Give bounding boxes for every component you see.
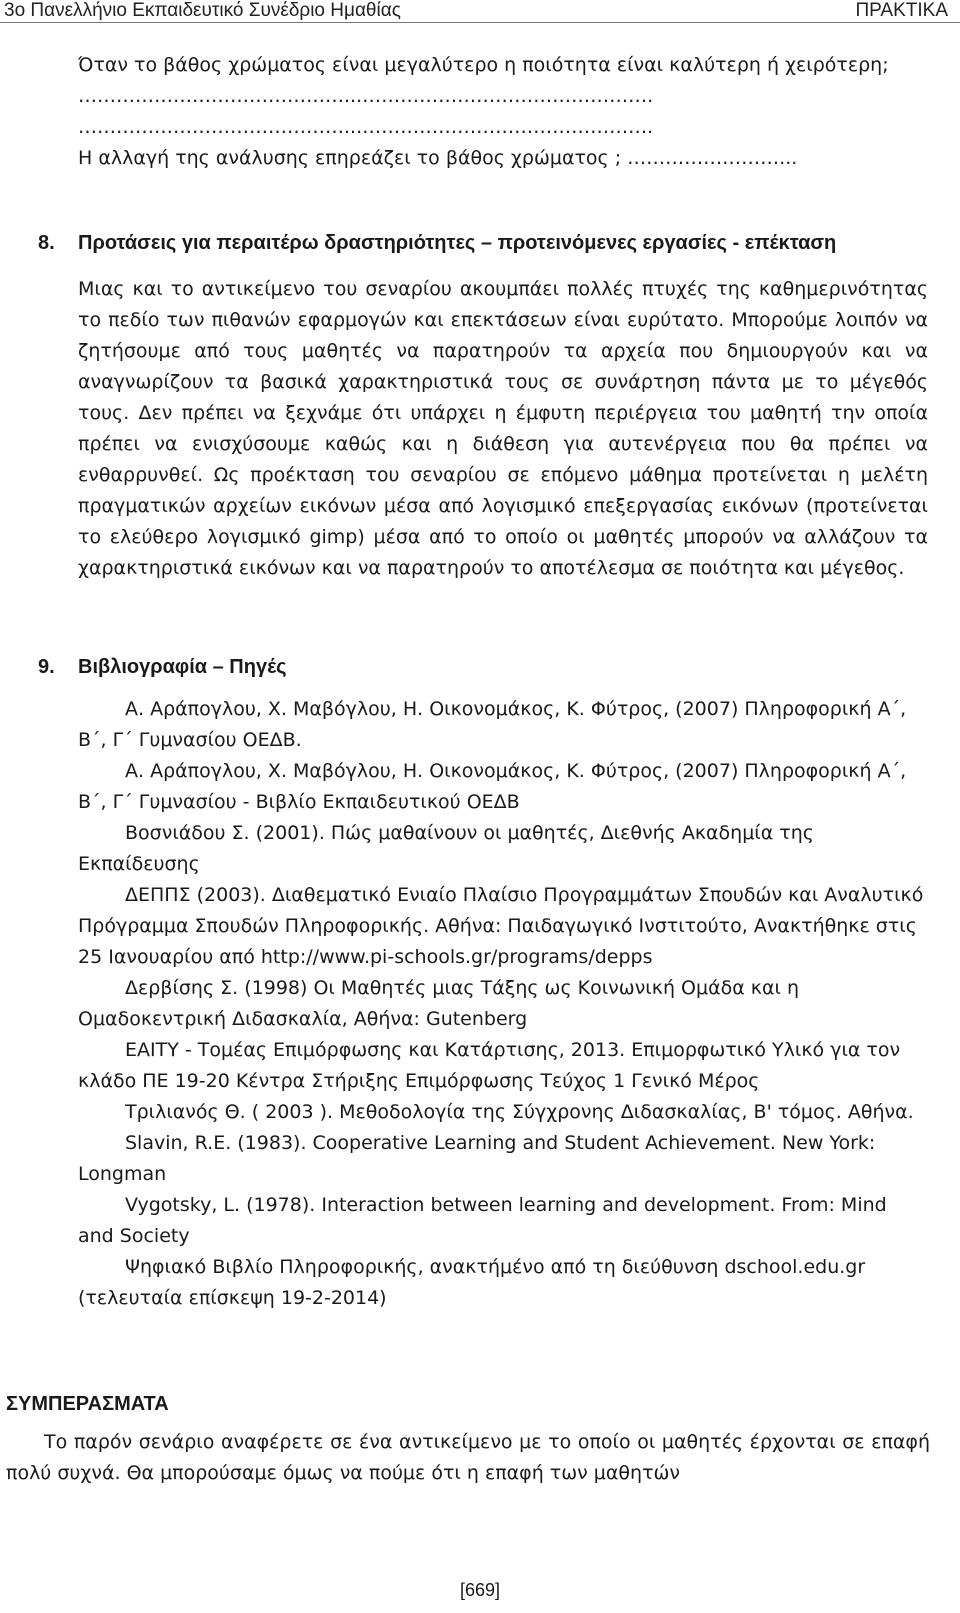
conference-title: 3ο Πανελλήνιο Εκπαιδευτικό Συνέδριο Ημαθίας	[4, 0, 401, 21]
reference-item: Slavin, R.E. (1983). Cooperative Learning and Student Achievement. New York: Longman	[78, 1132, 876, 1185]
question-color-depth: Όταν το βάθος χρώματος είναι μεγαλύτερο η ποιότητα είναι καλύτερη ή χειρότερη;	[78, 54, 889, 76]
references-list	[78, 694, 928, 1314]
section-8-body	[78, 274, 928, 584]
proceedings-label: ΠΡΑΚΤΙΚΑ	[855, 0, 948, 21]
section-9-number: 9.	[38, 656, 55, 678]
reference-item: Δερβίσης Σ. (1998) Οι Μαθητές μιας Τάξης ως Κοινωνική Ομάδα και η Ομαδοκεντρική Διδασκαλία, Αθήνα: Gutenberg	[78, 977, 800, 1030]
answer-dots-1: ……………………………………...……………………………………….	[78, 85, 654, 107]
answer-dots-2: ……………………………………...……………………………………….	[78, 116, 654, 138]
conclusions-paragraph: Το παρόν σενάριο αναφέρετε σε ένα αντικείμενο με το οποίο οι μαθητές έρχονται σε επαφή πολύ συχνά. Θα μπορούσαμε όμως να πούμε ότι η επαφή των μαθητών	[6, 1431, 930, 1484]
section-8-paragraph: Μιας και το αντικείμενο του σεναρίου ακουμπάει πολλές πτυχές της καθημερινότητας το πεδίο των πιθανών εφαρμογών και επεκτάσεων είναι ευρύτατο. Μπορούμε λοιπόν να ζητήσουμε από τους μαθητές να παρατηρούν τα αρχεία που δημιουργούν και να αναγνωρίζουν τα βασικά χαρακτηριστικά τους σε συνάρτηση πάντα με το μέγεθός τους. Δεν πρέπει να ξεχνάμε ότι υπάρχει η έμφυτη περιέργεια του μαθητή την οποία πρέπει να ενισχύσουμε καθώς και η διάθεση για αυτενέργεια που θα πρέπει να ενθαρρυνθεί. Ως προέκταση του σεναρίου σε επόμενο μάθημα προτείνεται η μελέτη πραγματικών αρχείων εικόνων μέσα από λογισμικό επεξεργασίας εικόνων (προτείνεται το ελεύθερο λογισμικό gimp) μέσα από το οποίο οι μαθητές μπορούν να αλλάζουν τα χαρακτηριστικά εικόνων και να παρατηρούν το αποτέλεσμα σε ποιότητα και μέγεθος.	[78, 278, 928, 579]
reference-item: Βοσνιάδου Σ. (2001). Πώς μαθαίνουν οι μαθητές, Διεθνής Ακαδημία της Εκπαίδευσης	[78, 822, 814, 875]
section-9-title: Βιβλιογραφία – Πηγές	[78, 656, 287, 678]
page-header	[0, 0, 960, 23]
page-number: [669]	[459, 1580, 501, 1600]
reference-item: Τριλιανός Θ. ( 2003 ). Μεθοδολογία της Σύγχρονης Διδασκαλίας, Β' τόμος. Αθήνα.	[125, 1101, 914, 1123]
reference-item: Vygotsky, L. (1978). Interaction between learning and development. From: Mind and Society	[78, 1194, 887, 1247]
section-9-heading	[38, 652, 287, 682]
reference-item: ΕΑΙΤΥ - Τομέας Επιμόρφωσης και Κατάρτισης, 2013. Επιμορφωτικό Υλικό για τον κλάδο ΠΕ 19-20 Κέντρα Στήριξης Επιμόρφωσης Τεύχος 1 Γενικό Μέρος	[78, 1039, 901, 1092]
reference-item: Α. Αράπογλου, Χ. Μαβόγλου, Η. Οικονομάκος, Κ. Φύτρος, (2007) Πληροφορική Α΄, Β΄, Γ΄ Γυμνασίου - Βιβλίο Εκπαιδευτικού ΟΕΔΒ	[78, 760, 907, 813]
section-8-number: 8.	[38, 232, 55, 254]
intro-block	[78, 50, 928, 174]
question-resolution: Η αλλαγή της ανάλυσης επηρεάζει το βάθος χρώματος ; ……………………...	[78, 147, 798, 169]
section-8-heading	[38, 228, 836, 258]
reference-item: Α. Αράπογλου, Χ. Μαβόγλου, Η. Οικονομάκος, Κ. Φύτρος, (2007) Πληροφορική Α΄, Β΄, Γ΄ Γυμνασίου ΟΕΔΒ.	[78, 698, 907, 751]
section-8-title: Προτάσεις για περαιτέρω δραστηριότητες – προτεινόμενες εργασίες - επέκταση	[78, 232, 837, 254]
reference-item: Ψηφιακό Βιβλίο Πληροφορικής, ανακτήμένο από τη διεύθυνση dschool.edu.gr (τελευταία επίσκεψη 19-2-2014)	[78, 1256, 866, 1309]
reference-item: ΔΕΠΠΣ (2003). Διαθεματικό Ενιαίο Πλαίσιο Προγραμμάτων Σπουδών και Αναλυτικό Πρόγραμμα Σπουδών Πληροφορικής. Αθήνα: Παιδαγωγικό Ινστιτούτο, Ανακτήθηκε στις 25 Ιανουαρίου από http://www.pi-schools.gr/programs/depps	[78, 884, 924, 968]
conclusions-heading: ΣΥΜΠΕΡΑΣΜΑΤΑ	[6, 1393, 169, 1415]
